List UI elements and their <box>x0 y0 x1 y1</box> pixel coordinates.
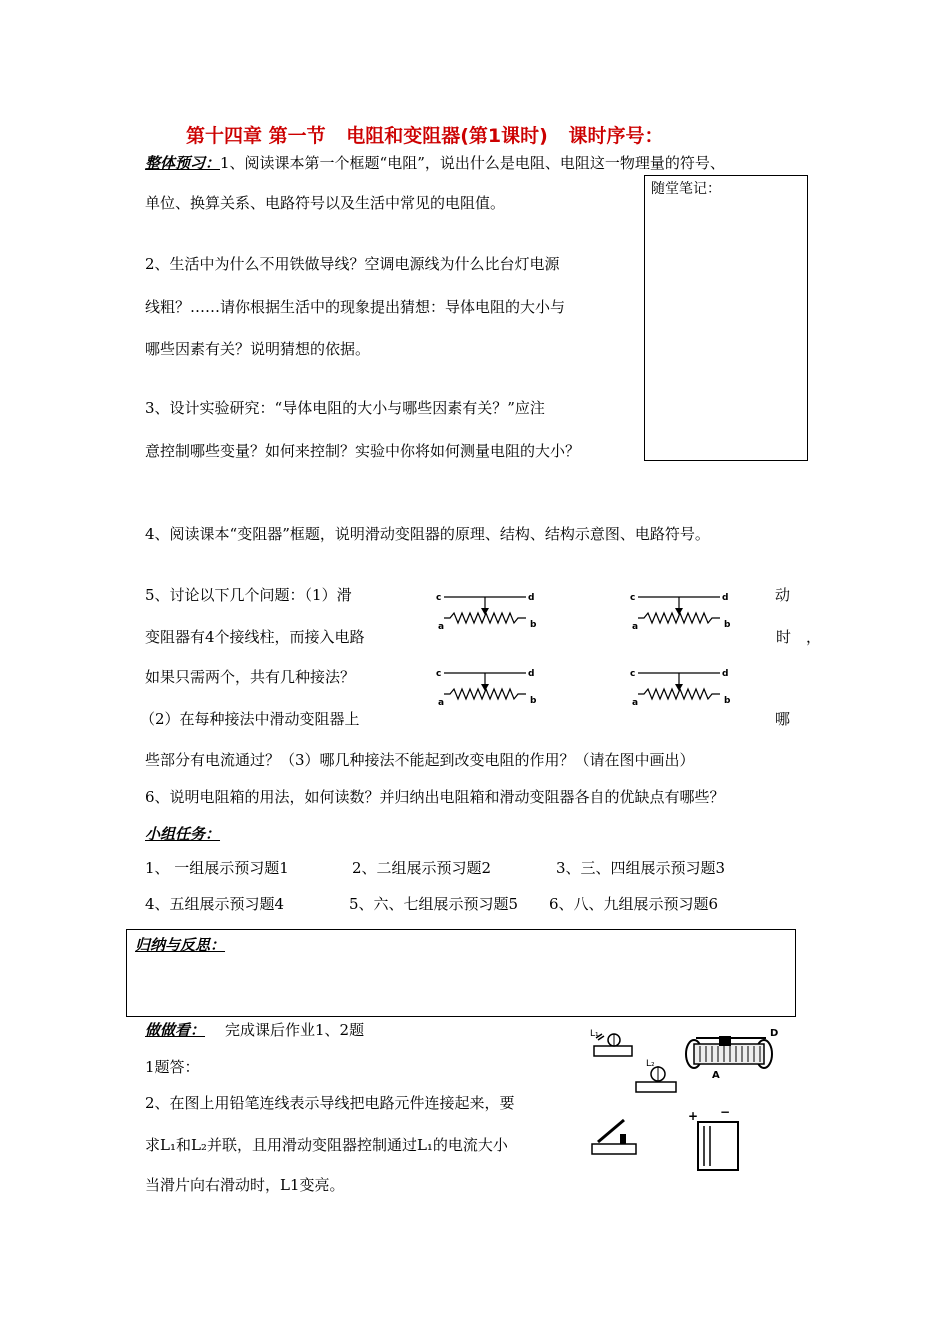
terminal-a: a <box>632 622 639 632</box>
practice-line <box>145 1020 364 1040</box>
title-chapter: 第十四章 第一节 <box>186 125 326 147</box>
terminal-c: c <box>630 593 636 603</box>
label-l2: L₂ <box>646 1059 655 1069</box>
terminal-c: c <box>436 669 442 679</box>
terminal-a: a <box>438 622 445 632</box>
title-topic: 电阻和变阻器(第1课时) <box>346 125 548 147</box>
label-d: D <box>770 1028 779 1039</box>
group-task-3: 3、三、四组展示预习题3 <box>556 859 726 877</box>
preview-q1-line2: 单位、换算关系、电路符号以及生活中常见的电阻值。 <box>145 194 506 212</box>
bulb-l1-icon <box>590 1029 632 1056</box>
preview-q4: 4、阅读课本“变阻器”框题，说明滑动变阻器的原理、结构、结构示意图、电路符号。 <box>145 525 710 543</box>
terminal-b: b <box>724 696 731 706</box>
terminal-d: d <box>722 593 729 603</box>
class-notes-box <box>644 175 808 461</box>
preview-q6: 6、说明电阻箱的用法，如何读数？并归纳出电阻箱和滑动变阻器各自的优缺点有哪些？ <box>145 788 725 806</box>
terminal-a: a <box>438 698 445 708</box>
circuit-components-illustration <box>584 1024 784 1174</box>
preview-q2-line2: 线粗？……请你根据生活中的现象提出猜想：导体电阻的大小与 <box>145 298 566 316</box>
terminal-c: c <box>630 669 636 679</box>
practice-label: 做做看： <box>145 1021 206 1039</box>
preview-q2-line3: 哪些因素有关？说明猜想的依据。 <box>145 340 371 358</box>
group-task-1: 1、 一组展示预习题1 <box>145 859 289 877</box>
preview-label: 整体预习： <box>145 154 221 172</box>
terminal-b: b <box>530 620 537 630</box>
terminal-b: b <box>724 620 731 630</box>
preview-q1-line1: 整体预习：1、阅读课本第一个框题“电阻”，说出什么是电阻、电阻这一物理量的符号、 <box>145 154 725 172</box>
reflection-label: 归纳与反思： <box>135 936 226 954</box>
rheostat-diagram-2 <box>624 588 744 636</box>
switch-icon <box>592 1120 636 1154</box>
label-l1: L₁ <box>590 1029 599 1039</box>
practice-task: 完成课后作业1、2题 <box>225 1021 365 1039</box>
label-a: A <box>712 1070 720 1081</box>
bulb-l2-icon <box>636 1059 676 1092</box>
page-title <box>186 121 677 148</box>
group-task-2: 2、二组展示预习题2 <box>352 859 492 877</box>
group-task-5: 5、六、七组展示预习题5 <box>349 895 519 913</box>
reflection-box <box>126 929 796 1017</box>
label-plus: + <box>688 1109 699 1123</box>
battery-icon <box>688 1105 738 1170</box>
practice-q2-line1: 2、在图上用铅笔连线表示导线把电路元件连接起来，要 <box>145 1094 515 1112</box>
terminal-d: d <box>528 669 535 679</box>
terminal-a: a <box>632 698 639 708</box>
terminal-d: d <box>722 669 729 679</box>
terminal-c: c <box>436 593 442 603</box>
terminal-b: b <box>530 696 537 706</box>
practice-q2-line3: 当滑片向右滑动时，L1变亮。 <box>145 1176 345 1194</box>
preview-q2-line1: 2、生活中为什么不用铁做导线？空调电源线为什么比台灯电源 <box>145 255 560 273</box>
preview-q5-line3: 如果只需两个，共有几种接法？ <box>145 668 356 686</box>
class-notes-label: 随堂笔记： <box>651 181 721 197</box>
title-lesson-number: 课时序号： <box>568 125 664 147</box>
practice-answer-1: 1题答： <box>145 1058 200 1076</box>
slide-rheostat-icon <box>686 1028 778 1081</box>
group-task-4: 4、五组展示预习题4 <box>145 895 285 913</box>
rheostat-diagram-3 <box>430 664 550 712</box>
rheostat-diagram-1 <box>430 588 550 636</box>
preview-q3-line1: 3、设计实验研究：“导体电阻的大小与哪些因素有关？”应注 <box>145 399 545 417</box>
preview-q3-line2: 意控制哪些变量？如何来控制？实验中你将如何测量电阻的大小？ <box>145 442 581 460</box>
label-minus: − <box>720 1105 731 1119</box>
preview-q5-line5: 些部分有电流通过？（3）哪几种接法不能起到改变电阻的作用？（请在图中画出） <box>145 751 695 769</box>
preview-q5-line2: 变阻器有4个接线柱，而接入电路 <box>145 628 365 646</box>
terminal-d: d <box>528 593 535 603</box>
preview-q5-right4: 哪 <box>775 710 791 728</box>
preview-q5-line1: 5、讨论以下几个问题：（1）滑 <box>145 586 352 604</box>
preview-q5-line4: （2）在每种接法中滑动变阻器上 <box>140 710 360 728</box>
preview-q5-right1: 动 <box>775 586 791 604</box>
rheostat-diagram-4 <box>624 664 744 712</box>
group-task-6: 6、八、九组展示预习题6 <box>549 895 719 913</box>
preview-q5-right2: 时 ， <box>776 628 822 646</box>
group-task-label: 小组任务： <box>145 825 221 843</box>
practice-q2-line2: 求L₁和L₂并联，且用滑动变阻器控制通过L₁的电流大小 <box>145 1136 508 1154</box>
